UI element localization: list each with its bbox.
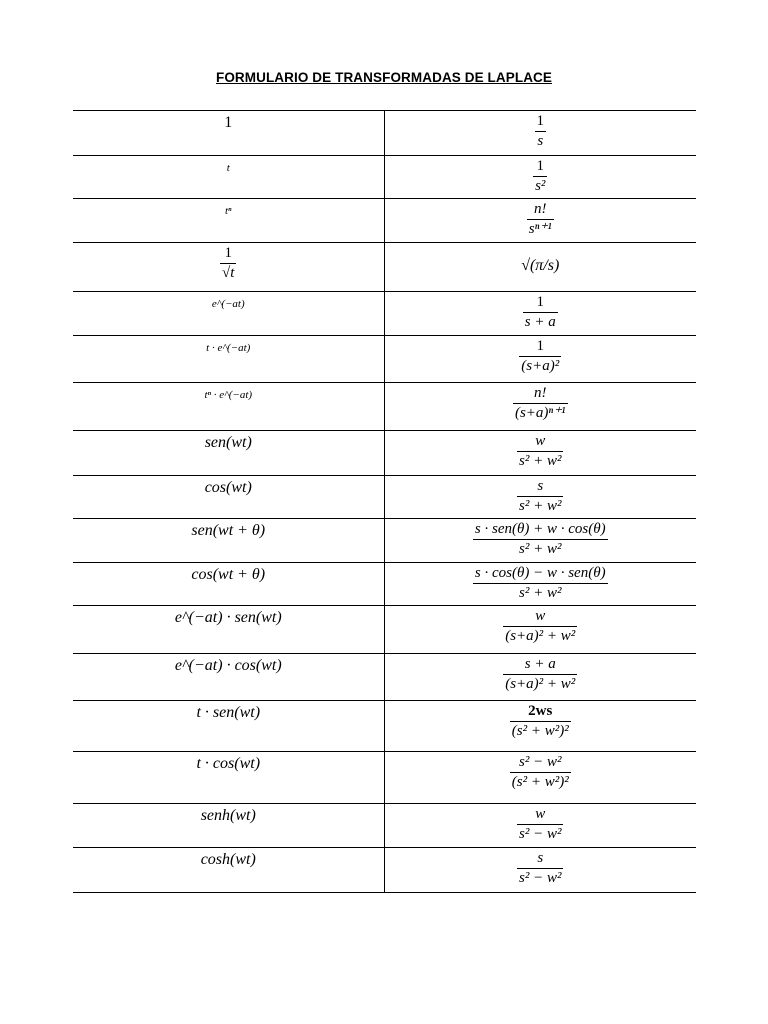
time-function (73, 519, 384, 563)
table-row (73, 848, 696, 893)
expr: 1 (224, 114, 233, 131)
expr: t (226, 162, 230, 174)
expr: senh(wt) (200, 807, 256, 824)
laplace-transform (384, 752, 696, 804)
table-row (73, 563, 696, 606)
laplace-transform (384, 606, 696, 654)
numerator: 2ws (528, 703, 553, 719)
denominator: √t (222, 265, 235, 281)
time-function (73, 431, 384, 476)
table-row (73, 156, 696, 199)
numerator: w (535, 433, 546, 449)
table-row (73, 431, 696, 476)
expr: sen(wt) (204, 434, 252, 451)
expr: e^(−at) · cos(wt) (174, 657, 282, 674)
laplace-transform (384, 199, 696, 243)
numerator: 1 (536, 158, 544, 174)
laplace-transform (384, 476, 696, 519)
table-row (73, 243, 696, 292)
expr: e^(−at) (211, 298, 245, 310)
time-function (73, 292, 384, 336)
denominator: (s+a)ⁿ⁺¹ (514, 405, 566, 421)
time-function (73, 848, 384, 893)
denominator: sⁿ⁺¹ (528, 221, 552, 237)
expr: √(π/s) (521, 257, 560, 274)
table-row (73, 383, 696, 431)
numerator: w (535, 608, 546, 624)
time-function (73, 804, 384, 848)
time-function (73, 156, 384, 199)
denominator: s + a (524, 314, 556, 330)
denominator: s² + w² (519, 585, 562, 601)
expr: t · cos(wt) (196, 755, 261, 772)
expr: cosh(wt) (200, 851, 256, 868)
laplace-transform (384, 156, 696, 199)
time-function (73, 199, 384, 243)
time-function (73, 336, 384, 383)
numerator: n! (534, 385, 547, 401)
laplace-transform (384, 111, 696, 156)
time-function (73, 752, 384, 804)
expr: t · sen(wt) (196, 704, 261, 721)
numerator: s · cos(θ) − w · sen(θ) (474, 565, 606, 581)
numerator: n! (533, 201, 547, 217)
laplace-transform (384, 701, 696, 752)
denominator: s² + w² (519, 453, 562, 469)
denominator: s² + w² (519, 498, 562, 514)
expr: cos(wt) (204, 479, 252, 496)
time-function (73, 476, 384, 519)
numerator: 1 (536, 338, 544, 354)
table-row (73, 336, 696, 383)
expr: sen(wt + θ) (191, 522, 266, 539)
time-function (73, 654, 384, 701)
denominator: s² − w² (519, 870, 562, 886)
numerator: s + a (524, 656, 556, 672)
numerator: s (537, 478, 544, 494)
denominator: (s+a)² + w² (505, 628, 576, 644)
denominator: s² + w² (519, 541, 562, 557)
denominator: (s² + w²)² (511, 723, 569, 739)
time-function (73, 111, 384, 156)
time-function (73, 701, 384, 752)
denominator: (s+a)² (521, 358, 560, 374)
laplace-transform (384, 804, 696, 848)
laplace-transform (384, 243, 696, 292)
page-title: FORMULARIO DE TRANSFORMADAS DE LAPLACE (215, 70, 553, 85)
laplace-transform (384, 431, 696, 476)
numerator: s · sen(θ) + w · cos(θ) (474, 521, 606, 537)
denominator: (s² + w²)² (511, 774, 569, 790)
expr: tⁿ (224, 205, 232, 217)
laplace-table (73, 110, 696, 893)
laplace-transform (384, 292, 696, 336)
table-row (73, 199, 696, 243)
table-row (73, 654, 696, 701)
table-row (73, 292, 696, 336)
laplace-transform (384, 336, 696, 383)
denominator: (s+a)² + w² (505, 676, 576, 692)
numerator: 1 (224, 245, 232, 261)
expr: cos(wt + θ) (191, 566, 266, 583)
laplace-transform (384, 383, 696, 431)
numerator: 1 (536, 294, 544, 310)
time-function (73, 383, 384, 431)
numerator: s (537, 850, 544, 866)
time-function (73, 606, 384, 654)
table-row (73, 701, 696, 752)
table-row (73, 476, 696, 519)
table-row (73, 606, 696, 654)
denominator: s² (535, 178, 546, 194)
table-row (73, 804, 696, 848)
expr: t · e^(−at) (206, 342, 251, 354)
time-function (73, 243, 384, 292)
numerator: 1 (536, 113, 544, 129)
expr: e^(−at) · sen(wt) (174, 609, 282, 626)
laplace-transform (384, 654, 696, 701)
laplace-transform (384, 563, 696, 606)
time-function (73, 563, 384, 606)
numerator: s² − w² (519, 754, 562, 770)
laplace-transform (384, 519, 696, 563)
numerator: w (535, 806, 546, 822)
laplace-transform (384, 848, 696, 893)
denominator: s (537, 133, 544, 149)
table-row (73, 752, 696, 804)
table-row (73, 111, 696, 156)
denominator: s² − w² (519, 826, 562, 842)
expr: tⁿ · e^(−at) (204, 389, 253, 401)
table-row (73, 519, 696, 563)
